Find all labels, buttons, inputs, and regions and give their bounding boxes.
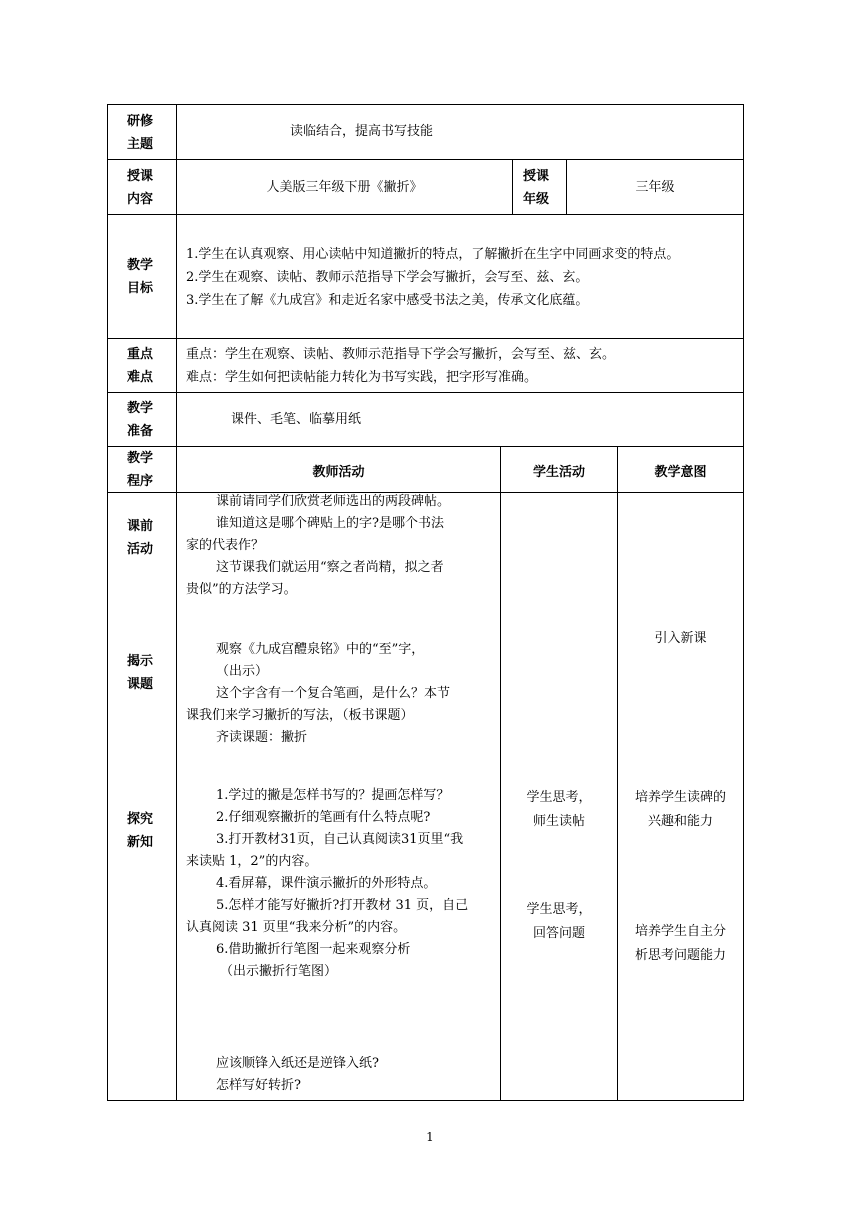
teaching-intent-header: 教学意图 [654,465,707,480]
key-label: 重点 难点 [127,347,154,385]
key-list [186,343,615,389]
teacher-explore-questions: 应该顺锋入纸还是逆锋入纸? 怎样写好转折? [216,1056,379,1093]
teacher-explore-activity: 1.学过的撇是怎样书写的？提画怎样写？ 2.仔细观察撇折的笔画有什么特点呢? 3.打开教材31页，自己认真阅读31页里“我 来读贴 1，2”的内容。 4.看屏幕，课件演示撇折的外形特点。 5.怎样才能写好撇折?打开教材 31 页，自己 认真阅读 31 页里“我来分析”的内容。 6.借助撇折行笔图一起来观察分析 （出示撇折行笔图） [186,788,469,979]
content-label: 授课 内容 [127,169,154,207]
grade-label: 授课 年级 [523,169,550,207]
content-value: 人美版三年级下册《撇折》 [266,180,423,195]
intent-3: 培养学生自主分 析思考问题能力 [634,924,726,963]
key-item: 重点：学生在观察、读帖、教师示范指导下学会写撇折，会写至、兹、玄。 [186,347,616,362]
goal-item: 2.学生在观察、读帖、教师示范指导下学会写撇折，会写至、兹、玄。 [186,270,589,285]
student-activity-header: 学生活动 [532,465,585,480]
teacher-pre-activity: 课前请同学们欣赏老师选出的两段碑帖。 谁知道这是哪个碑贴上的字?是哪个书法 家的代表作？ 这节课我们就运用“察之者尚精，拟之者 贵似”的方法学习。 [186,494,451,597]
grade-value: 三年级 [635,180,675,195]
theme-label: 研修 主题 [127,114,154,152]
prep-value: 课件、毛笔、临摹用纸 [231,412,362,427]
prep-label: 教学 准备 [127,401,154,439]
intent-1: 引入新课 [654,631,707,646]
teacher-reveal-activity: 观察《九成宫醴泉铭》中的“至”字， （出示） 这个字含有一个复合笔画，是什么？本节 课我们来学习撇折的写法，（板书课题） 齐读课题：撇折 [186,642,451,745]
goals-label: 教学 目标 [127,258,154,296]
goal-item: 1.学生在认真观察、用心读帖中知道撇折的特点，了解撇折在生字中同画求变的特点。 [186,247,680,262]
teacher-activity-header: 教师活动 [312,465,365,480]
student-activity-1: 学生思考， 师生读帖 [526,790,592,829]
stage-reveal-label: 揭示 课题 [127,654,154,692]
goal-item: 3.学生在了解《九成宫》和走近名家中感受书法之美，传承文化底蕴。 [186,293,589,308]
page-number: 1 [426,1130,434,1144]
intent-2: 培养学生读碑的 兴趣和能力 [634,790,726,829]
stage-pre-label: 课前 活动 [127,519,154,557]
key-item: 难点：学生如何把读帖能力转化为书写实践，把字形写准确。 [186,370,538,385]
goals-list [186,243,679,312]
stage-explore-label: 探究 新知 [127,812,154,850]
program-label: 教学 程序 [127,451,154,489]
student-activity-2: 学生思考， 回答问题 [526,902,592,941]
theme-value: 读临结合，提高书写技能 [290,124,434,139]
